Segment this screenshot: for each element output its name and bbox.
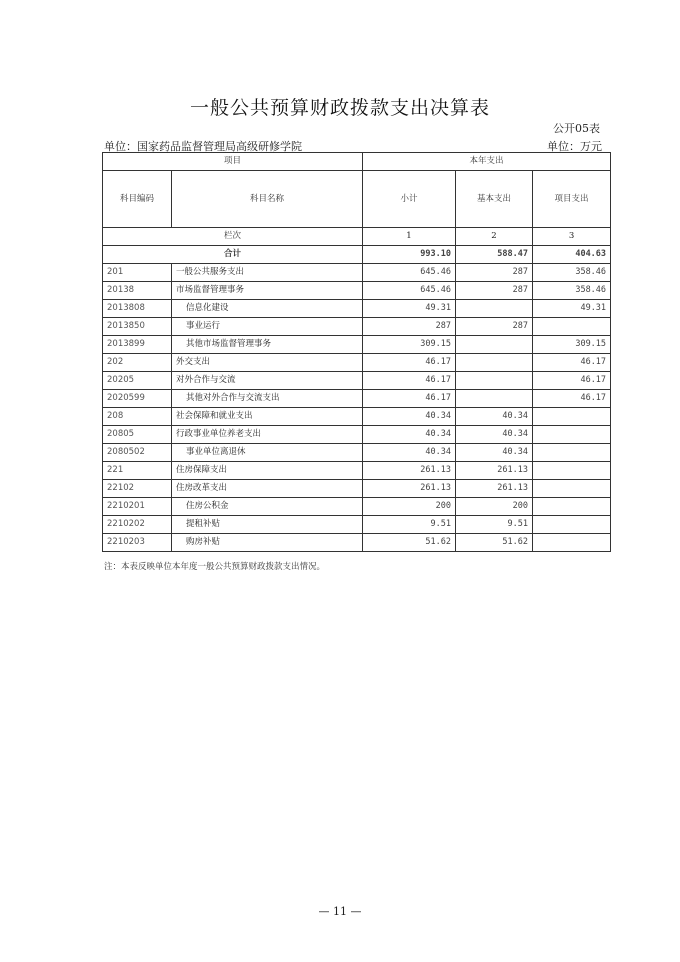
header-subtotal: 小计 xyxy=(363,171,456,228)
row-subtotal: 46.17 xyxy=(363,354,456,372)
row-subtotal: 46.17 xyxy=(363,390,456,408)
row-name: 住房保障支出 xyxy=(172,462,363,480)
row-subtotal: 200 xyxy=(363,498,456,516)
table-row xyxy=(103,282,611,300)
row-code: 22102 xyxy=(103,480,172,498)
row-basic xyxy=(456,336,533,354)
row-subtotal: 261.13 xyxy=(363,462,456,480)
column-index-1: 1 xyxy=(363,228,456,246)
row-code: 2013808 xyxy=(103,300,172,318)
row-program xyxy=(533,444,611,462)
row-name: 对外合作与交流 xyxy=(172,372,363,390)
row-program: 49.31 xyxy=(533,300,611,318)
row-code: 221 xyxy=(103,462,172,480)
row-name: 外交支出 xyxy=(172,354,363,372)
header-current-year: 本年支出 xyxy=(363,153,611,171)
row-basic: 200 xyxy=(456,498,533,516)
row-code: 208 xyxy=(103,408,172,426)
row-program xyxy=(533,498,611,516)
row-program xyxy=(533,408,611,426)
form-number: 公开05表 xyxy=(553,122,600,135)
row-program xyxy=(533,462,611,480)
header-row-2 xyxy=(103,171,611,228)
row-basic: 287 xyxy=(456,264,533,282)
row-code: 2080502 xyxy=(103,444,172,462)
total-subtotal: 993.10 xyxy=(363,246,456,264)
row-name: 住房公积金 xyxy=(172,498,363,516)
table-row xyxy=(103,534,611,552)
row-program: 46.17 xyxy=(533,372,611,390)
row-basic: 40.34 xyxy=(456,426,533,444)
row-basic xyxy=(456,300,533,318)
table-row xyxy=(103,264,611,282)
row-name: 提租补贴 xyxy=(172,516,363,534)
row-code: 2020599 xyxy=(103,390,172,408)
row-subtotal: 40.34 xyxy=(363,408,456,426)
row-program xyxy=(533,318,611,336)
row-subtotal: 287 xyxy=(363,318,456,336)
column-index-label: 栏次 xyxy=(103,228,363,246)
table-row xyxy=(103,318,611,336)
row-program xyxy=(533,480,611,498)
row-code: 20805 xyxy=(103,426,172,444)
table-row xyxy=(103,462,611,480)
table-row xyxy=(103,408,611,426)
header-project: 项目 xyxy=(103,153,363,171)
row-basic xyxy=(456,390,533,408)
row-basic: 40.34 xyxy=(456,408,533,426)
row-subtotal: 40.34 xyxy=(363,426,456,444)
table-row xyxy=(103,372,611,390)
row-code: 20138 xyxy=(103,282,172,300)
table-row xyxy=(103,516,611,534)
row-name: 其他对外合作与交流支出 xyxy=(172,390,363,408)
table-note: 注：本表反映单位本年度一般公共预算财政拨款支出情况。 xyxy=(104,562,326,572)
row-name: 社会保障和就业支出 xyxy=(172,408,363,426)
row-basic: 51.62 xyxy=(456,534,533,552)
table-row xyxy=(103,426,611,444)
row-subtotal: 261.13 xyxy=(363,480,456,498)
table-row xyxy=(103,444,611,462)
table-row xyxy=(103,480,611,498)
row-code: 2210203 xyxy=(103,534,172,552)
table-row xyxy=(103,354,611,372)
total-row xyxy=(103,246,611,264)
header-row-1 xyxy=(103,153,611,171)
row-program: 309.15 xyxy=(533,336,611,354)
row-basic: 9.51 xyxy=(456,516,533,534)
row-subtotal: 645.46 xyxy=(363,282,456,300)
row-subtotal: 645.46 xyxy=(363,264,456,282)
total-program: 404.63 xyxy=(533,246,611,264)
row-name: 购房补贴 xyxy=(172,534,363,552)
row-code: 2013850 xyxy=(103,318,172,336)
row-name: 事业单位离退休 xyxy=(172,444,363,462)
row-program xyxy=(533,534,611,552)
row-program: 358.46 xyxy=(533,264,611,282)
table-row xyxy=(103,336,611,354)
unit-organization: 单位：国家药品监督管理局高级研修学院 xyxy=(104,140,302,153)
page-number: — 11 — xyxy=(318,905,362,918)
total-basic: 588.47 xyxy=(456,246,533,264)
row-subtotal: 51.62 xyxy=(363,534,456,552)
header-code: 科目编码 xyxy=(103,171,172,228)
row-name: 事业运行 xyxy=(172,318,363,336)
row-basic: 261.13 xyxy=(456,480,533,498)
column-index-3: 3 xyxy=(533,228,611,246)
row-subtotal: 9.51 xyxy=(363,516,456,534)
column-index-row xyxy=(103,228,611,246)
row-code: 20205 xyxy=(103,372,172,390)
row-basic: 287 xyxy=(456,318,533,336)
page-title: 一般公共预算财政拨款支出决算表 xyxy=(189,97,490,119)
row-subtotal: 46.17 xyxy=(363,372,456,390)
total-label: 合计 xyxy=(103,246,363,264)
row-program xyxy=(533,516,611,534)
row-name: 一般公共服务支出 xyxy=(172,264,363,282)
row-code: 2210202 xyxy=(103,516,172,534)
row-name: 住房改革支出 xyxy=(172,480,363,498)
row-basic: 40.34 xyxy=(456,444,533,462)
row-basic: 287 xyxy=(456,282,533,300)
row-name: 其他市场监督管理事务 xyxy=(172,336,363,354)
table-row xyxy=(103,498,611,516)
row-basic xyxy=(456,372,533,390)
row-basic xyxy=(456,354,533,372)
unit-currency: 单位：万元 xyxy=(547,140,602,153)
row-code: 202 xyxy=(103,354,172,372)
row-basic: 261.13 xyxy=(456,462,533,480)
row-code: 201 xyxy=(103,264,172,282)
row-name: 信息化建设 xyxy=(172,300,363,318)
row-name: 市场监督管理事务 xyxy=(172,282,363,300)
row-program xyxy=(533,426,611,444)
row-name: 行政事业单位养老支出 xyxy=(172,426,363,444)
row-subtotal: 309.15 xyxy=(363,336,456,354)
row-program: 46.17 xyxy=(533,354,611,372)
column-index-2: 2 xyxy=(456,228,533,246)
row-program: 46.17 xyxy=(533,390,611,408)
table-row xyxy=(103,390,611,408)
header-basic: 基本支出 xyxy=(456,171,533,228)
header-program: 项目支出 xyxy=(533,171,611,228)
row-code: 2013899 xyxy=(103,336,172,354)
row-subtotal: 40.34 xyxy=(363,444,456,462)
expenditure-table xyxy=(102,152,611,552)
table-row xyxy=(103,300,611,318)
row-subtotal: 49.31 xyxy=(363,300,456,318)
header-name: 科目名称 xyxy=(172,171,363,228)
row-code: 2210201 xyxy=(103,498,172,516)
row-program: 358.46 xyxy=(533,282,611,300)
